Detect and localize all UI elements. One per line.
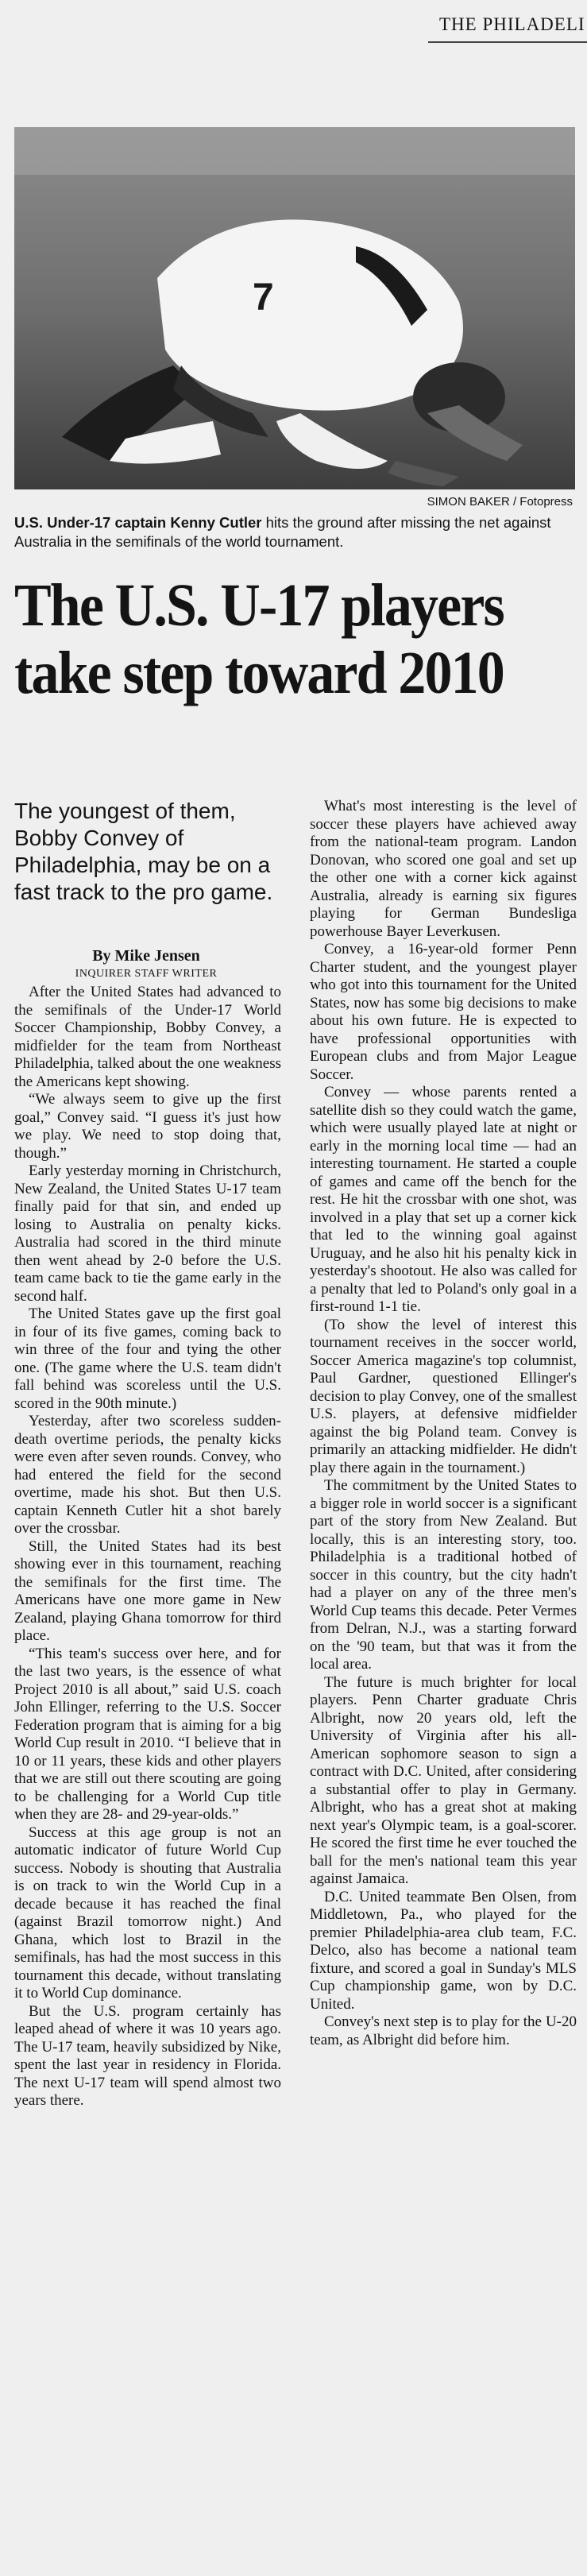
headline-line-1: The U.S. U-17 players xyxy=(14,572,504,639)
paragraph: After the United States had advanced to the semifinals of the Under-17 World Soccer Championship, Bobby Convey, a midfielder for the team from Northeast Philadelphia, talked about the one weakness the Americans kept showing. xyxy=(14,984,281,1090)
photo-credit: SIMON BAKER / Fotopress xyxy=(427,495,573,509)
paragraph: Convey — whose parents rented a satellite dish so they could watch the game, which were usually played late at night or early in the morning local time — had an interesting tournament. He started a couple of games and came off the bench for the rest. He hit the crossbar with one shot, was involved in a play that set up a corner kick that led to the winning goal against Uruguay, and he also hit his penalty kick in yesterday's shootout. He also was called for a penalty that led to Poland's only goal in a first-round 1-1 tie. xyxy=(310,1084,577,1315)
paragraph: “We always seem to give up the first goal,” Convey said. “I guess it's just how we play. We need to stop doing that, though.” xyxy=(14,1091,281,1162)
paragraph: (To show the level of interest this tournament receives in the soccer world, Soccer America magazine's top columnist, Paul Gardner, questioned Ellinger's decision to play Convey, one of the smallest U.S. players, at defensive midfielder against the big Poland team. Convey is primarily an attacking midfielder. He didn't play there again in the tournament.) xyxy=(310,1316,577,1476)
paragraph: “This team's success over here, and for the last two years, is the essence of what Project 2010 is all about,” said U.S. coach John Ellinger, referring to the U.S. Soccer Federation program that is aiming for a big World Cup result in 2010. “I believe that in 10 or 11 years, these kids and other players that we are still out there scouting are going to be challenging for a World Cup title when they are 28- and 29-year-olds.” xyxy=(14,1645,281,1823)
paragraph: The United States gave up the first goal in four of its five games, coming back to win three of the four and tying the other one. (The game where the U.S. team didn't fall behind was scoreless until the U.S. scored in the 90th minute.) xyxy=(14,1305,281,1412)
byline-author: By Mike Jensen xyxy=(92,947,200,965)
cutline-text: hits the ground after missing the net against Australia in the semifinals of the world tournament. xyxy=(14,514,551,550)
paragraph: But the U.S. program certainly has leaped ahead of where it was 10 years ago. The U-17 team, heavily subsidized by Nike, spent the last year in residency in Florida. The next U-17 team will spend almost two years there. xyxy=(14,2002,281,2109)
news-photo xyxy=(14,127,575,489)
jersey-number: 7 xyxy=(253,277,274,319)
deck-summary: The youngest of them, Bobby Convey of Philadelphia, may be on a fast track to the pro game. xyxy=(14,799,273,904)
article-column-1 xyxy=(14,984,281,2110)
headline xyxy=(14,572,531,707)
paragraph: D.C. United teammate Ben Olsen, from Middletown, Pa., who played for the premier Philadelphia-area club team, F.C. Delco, also has become a national team fixture, and scored a goal in Sunday's MLS Cup championship game, won by D.C. United. xyxy=(310,1888,577,2013)
cutline-lead: U.S. Under-17 captain Kenny Cutler xyxy=(14,514,262,531)
kneeling-player-photo xyxy=(14,127,575,489)
paragraph: Success at this age group is not an automatic indicator of future World Cup success. Nobody is shouting that Australia is on track to win the World Cup in a decade because it has reached the final (against Brazil tomorrow night.) And Ghana, which lost to Brazil in the semifinals, has had the most success in this tournament this decade, without translating it to World Cup dominance. xyxy=(14,1824,281,2002)
article-column-2 xyxy=(310,798,577,2049)
paragraph: Still, the United States had its best showing ever in this tournament, reaching the semifinals for the first time. The Americans have one more game in New Zealand, playing Ghana tomorrow for third place. xyxy=(14,1537,281,1644)
paragraph: Yesterday, after two scoreless sudden-death overtime periods, the penalty kicks were even after seven rounds. Convey, who had entered the field for the second overtime, made his shot. But then U.S. captain Kenneth Cutler hit a shot barely over the crossbar. xyxy=(14,1413,281,1537)
masthead-text: THE PHILADELI xyxy=(439,14,585,34)
byline-title: INQUIRER STAFF WRITER xyxy=(75,968,218,980)
paragraph: What's most interesting is the level of soccer these players have achieved away from the national-team program. Landon Donovan, who scored one goal and set up the other one with a corner kick against Australia, already is earning six figures playing for German Bundesliga powerhouse Bayer Leverkusen. xyxy=(310,798,577,940)
paragraph: The commitment by the United States to a bigger role in world soccer is a significant part of the story from New Zealand. But locally, this is an interesting story, too. Philadelphia is a traditional hotbed of soccer in this country, but the city hadn't had a player on any of the three men's World Cup teams this decade. Peter Vermes from Delran, N.J., was a starting forward on the '90 team, but that was it from the local area. xyxy=(310,1477,577,1673)
paragraph: Convey's next step is to play for the U-20 team, as Albright did before him. xyxy=(310,2013,577,2048)
photo-cutline xyxy=(14,513,570,551)
headline-line-2: take step toward 2010 xyxy=(14,640,504,706)
paragraph: Convey, a 16-year-old former Penn Charter student, and the youngest player who got into this tournament for the United States, now has some big decisions to make about his own future. He is expected to have professional opportunities with European clubs and from Major League Soccer. xyxy=(310,941,577,1083)
masthead xyxy=(428,6,587,43)
paragraph: The future is much brighter for local players. Penn Charter graduate Chris Albright, now 20 years old, left the University of Virginia after his all-American sophomore season to sign a contract with D.C. United, after considering a substantial offer to play in Germany. Albright, who has a great shot at making next year's Olympic team, is a goal-scorer. He scored the first time he ever touched the ball for the men's national team this year against Jamaica. xyxy=(310,1673,577,1887)
paragraph: Early yesterday morning in Christchurch, New Zealand, the United States U-17 team finally paid for that sin, and ended up losing to Australia on penalty kicks. Australia had scored in the third minute then went ahead by 2-0 before the U.S. team came back to tie the game early in the second half. xyxy=(14,1162,281,1305)
